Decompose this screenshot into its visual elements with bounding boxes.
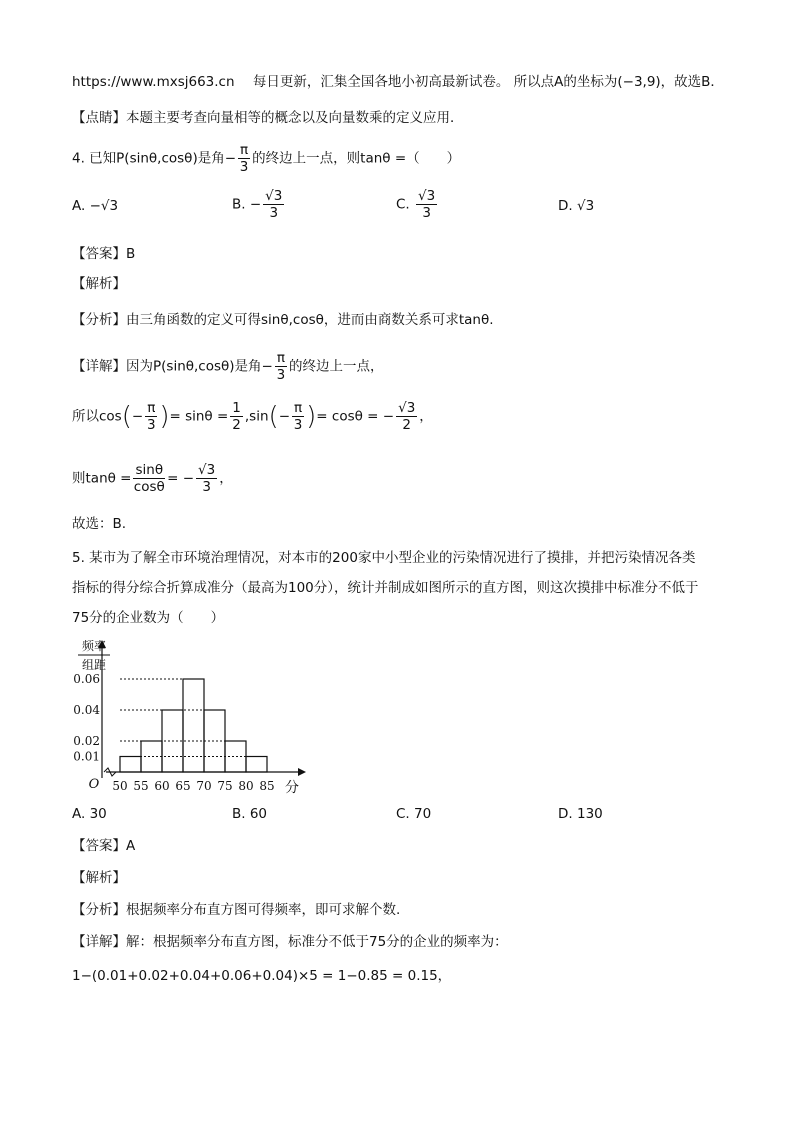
q5-detail-2: 1−(0.01+0.02+0.04+0.06+0.04)×5 = 1−0.85 = 0.15， <box>72 968 452 984</box>
q5-stem-line-2: 指标的得分综合折算成准分（最高为100分），统计并制成如图所示的直方图，则这次摸排中标准分不低于 <box>72 580 699 596</box>
y-tick-label-0.04: 0.04 <box>73 703 100 717</box>
x-axis-arrow <box>298 768 306 776</box>
y-tick-label-0.01: 0.01 <box>73 749 100 764</box>
q4-option-a[interactable]: A. −√3 <box>72 198 119 214</box>
x-tick-label-65: 65 <box>175 779 191 793</box>
prev-conclusion: 所以点A的坐标为(−3,9)，故选B． <box>513 74 724 90</box>
origin-label: O <box>88 777 100 792</box>
question-4-stem: 4. 已知P(sinθ,cosθ)是角− $\frac{\pi}{3}$ 的终边上一点，则tanθ =（ ） <box>72 142 461 175</box>
q4-option-b[interactable]: B. − $\frac{√3}{3}$ <box>232 188 283 221</box>
y-tick-label-0.02: 0.02 <box>73 734 100 748</box>
q4-detail-2: 所以cos(− $\frac{\pi}{3}$ )= sinθ = $\frac{1}{2}$ ,sin(− $\frac{\pi}{3}$ )= cosθ = − $\frac{√3}{2}$ ， <box>72 400 433 433</box>
source-url[interactable]: https://www.mxsj663.cn <box>72 74 235 90</box>
q4-detail-1: 【详解】因为P(sinθ,cosθ)是角− $\frac{\pi}{3}$ 的终边上一点， <box>72 350 384 383</box>
q5-option-c[interactable]: C. 70 <box>396 806 432 822</box>
histogram-chart <box>70 640 310 800</box>
x-tick-label-70: 70 <box>196 779 212 793</box>
source-ad: 每日更新，汇集全国各地小初高最新试卷。 <box>252 74 510 90</box>
header-line <box>72 72 724 92</box>
histogram-bar-65-70 <box>183 679 204 772</box>
q4-option-c[interactable]: C. $\frac{√3}{3}$ <box>396 188 436 221</box>
q4-jiexi: 【解析】 <box>72 276 126 292</box>
histogram-bar-80-85 <box>246 757 267 773</box>
x-tick-label-60: 60 <box>154 779 170 793</box>
q5-option-b[interactable]: B. 60 <box>232 806 268 822</box>
q5-option-d[interactable]: D. 130 <box>558 806 603 822</box>
x-axis-label: 分 <box>285 780 299 796</box>
comment-q3: 【点睛】本题主要考查向量相等的概念以及向量数乘的定义应用． <box>72 110 464 126</box>
x-tick-label-80: 80 <box>238 779 254 793</box>
q4-conclusion: 故选：B. <box>72 516 127 532</box>
q5-option-a[interactable]: A. 30 <box>72 806 107 822</box>
histogram-bar-50-55 <box>120 757 141 773</box>
q5-jiexi: 【解析】 <box>72 870 126 886</box>
q4-detail-3: 则tanθ = $\frac{\sin\theta}{\cos\theta}$ = − $\frac{√3}{3}$ ， <box>72 462 233 495</box>
q5-stem-line-3: 75分的企业数为（ ） <box>72 610 225 626</box>
y-tick-label-0.06: 0.06 <box>73 672 100 686</box>
pi-over-3: $\frac{\pi}{3}$ <box>239 142 249 175</box>
x-tick-label-75: 75 <box>217 779 233 793</box>
q4-option-d[interactable]: D. √3 <box>558 198 595 214</box>
x-tick-label-85: 85 <box>259 779 275 793</box>
q5-answer: 【答案】A <box>72 838 136 854</box>
q4-answer: 【答案】B <box>72 246 136 262</box>
q5-stem-line-1: 5. 某市为了解全市环境治理情况，对本市的200家中小型企业的污染情况进行了摸排，并把污染情况各类 <box>72 550 696 566</box>
x-tick-label-50: 50 <box>112 779 128 793</box>
x-tick-label-55: 55 <box>133 779 149 793</box>
y-axis-label-bottom: 组距 <box>81 658 107 672</box>
q5-detail-1: 【详解】解：根据频率分布直方图，标准分不低于75分的企业的频率为： <box>72 934 508 950</box>
y-axis-label-top: 频率 <box>81 640 107 653</box>
q4-analysis: 【分析】由三角函数的定义可得sinθ,cosθ，进而由商数关系可求tanθ. <box>72 312 494 328</box>
q5-analysis: 【分析】根据频率分布直方图可得频率，即可求解个数. <box>72 902 401 918</box>
